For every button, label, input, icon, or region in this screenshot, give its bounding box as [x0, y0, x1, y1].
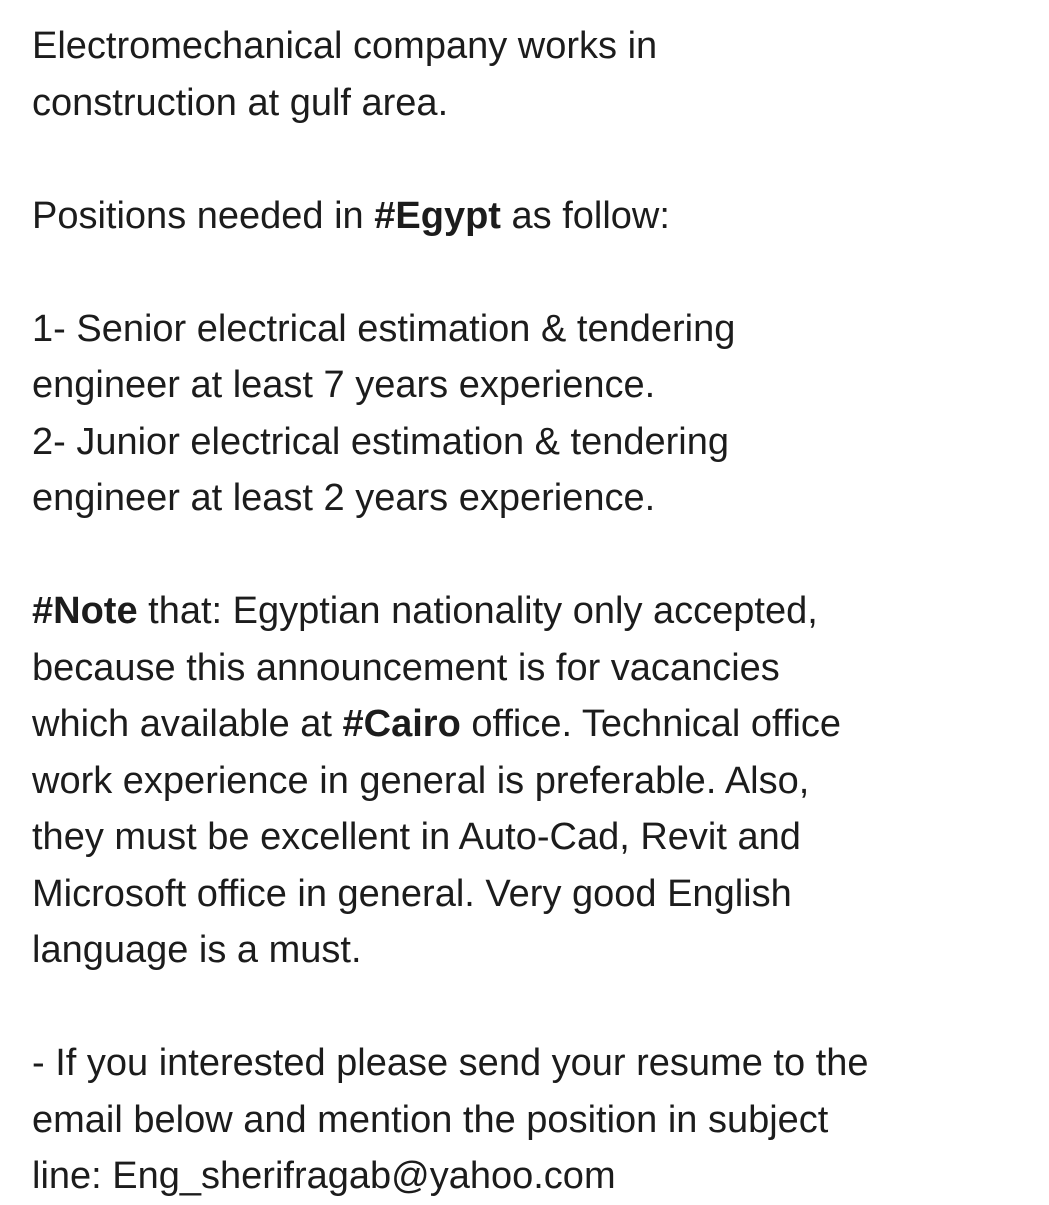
note-line: Microsoft office in general. Very good English [32, 872, 792, 915]
note-line: work experience in general is preferable. Also, [32, 759, 810, 802]
heading-text: Positions needed in [32, 194, 375, 237]
position-item-line: 2- Junior electrical estimation & tendering [32, 420, 730, 463]
paragraph-gap [32, 244, 1032, 301]
job-post-text [32, 18, 1032, 1205]
paragraph-gap [32, 131, 1032, 188]
paragraph-gap [32, 979, 1032, 1036]
email-address[interactable]: Eng_sherifragab@yahoo.com [112, 1155, 616, 1197]
positions-list [32, 301, 1032, 527]
positions-heading [32, 188, 1032, 245]
note-line: because this announcement is for vacancies [32, 646, 780, 689]
intro-paragraph [32, 18, 1032, 131]
note-line [32, 696, 1032, 753]
apply-line: email below and mention the position in subject [32, 1098, 829, 1141]
hashtag-egypt[interactable]: #Egypt [374, 194, 501, 237]
position-item-line: engineer at least 2 years experience. [32, 477, 656, 519]
apply-paragraph [32, 1035, 1032, 1205]
note-line: they must be excellent in Auto-Cad, Revit and [32, 816, 801, 858]
positions-heading-line [32, 188, 1032, 245]
hashtag-note[interactable]: #Note [32, 590, 138, 632]
position-item-line: 1- Senior electrical estimation & tendering [32, 307, 736, 350]
note-text: which available at [32, 703, 343, 745]
note-line [32, 583, 1032, 640]
hashtag-cairo[interactable]: #Cairo [342, 703, 461, 745]
apply-line [32, 1148, 1032, 1205]
intro-line: construction at gulf area. [32, 81, 449, 124]
paragraph-gap [32, 527, 1032, 584]
apply-text: line: [32, 1155, 113, 1197]
intro-line: Electromechanical company works in [32, 25, 658, 67]
position-item-line: engineer at least 7 years experience. [32, 364, 656, 406]
note-paragraph [32, 583, 1032, 979]
note-text: that: Egyptian nationality only accepted, [137, 590, 818, 632]
note-line: language is a must. [32, 929, 362, 971]
heading-text: as follow: [500, 194, 670, 237]
apply-line: - If you interested please send your resume to the [32, 1042, 869, 1084]
note-text: office. Technical office [460, 703, 842, 745]
